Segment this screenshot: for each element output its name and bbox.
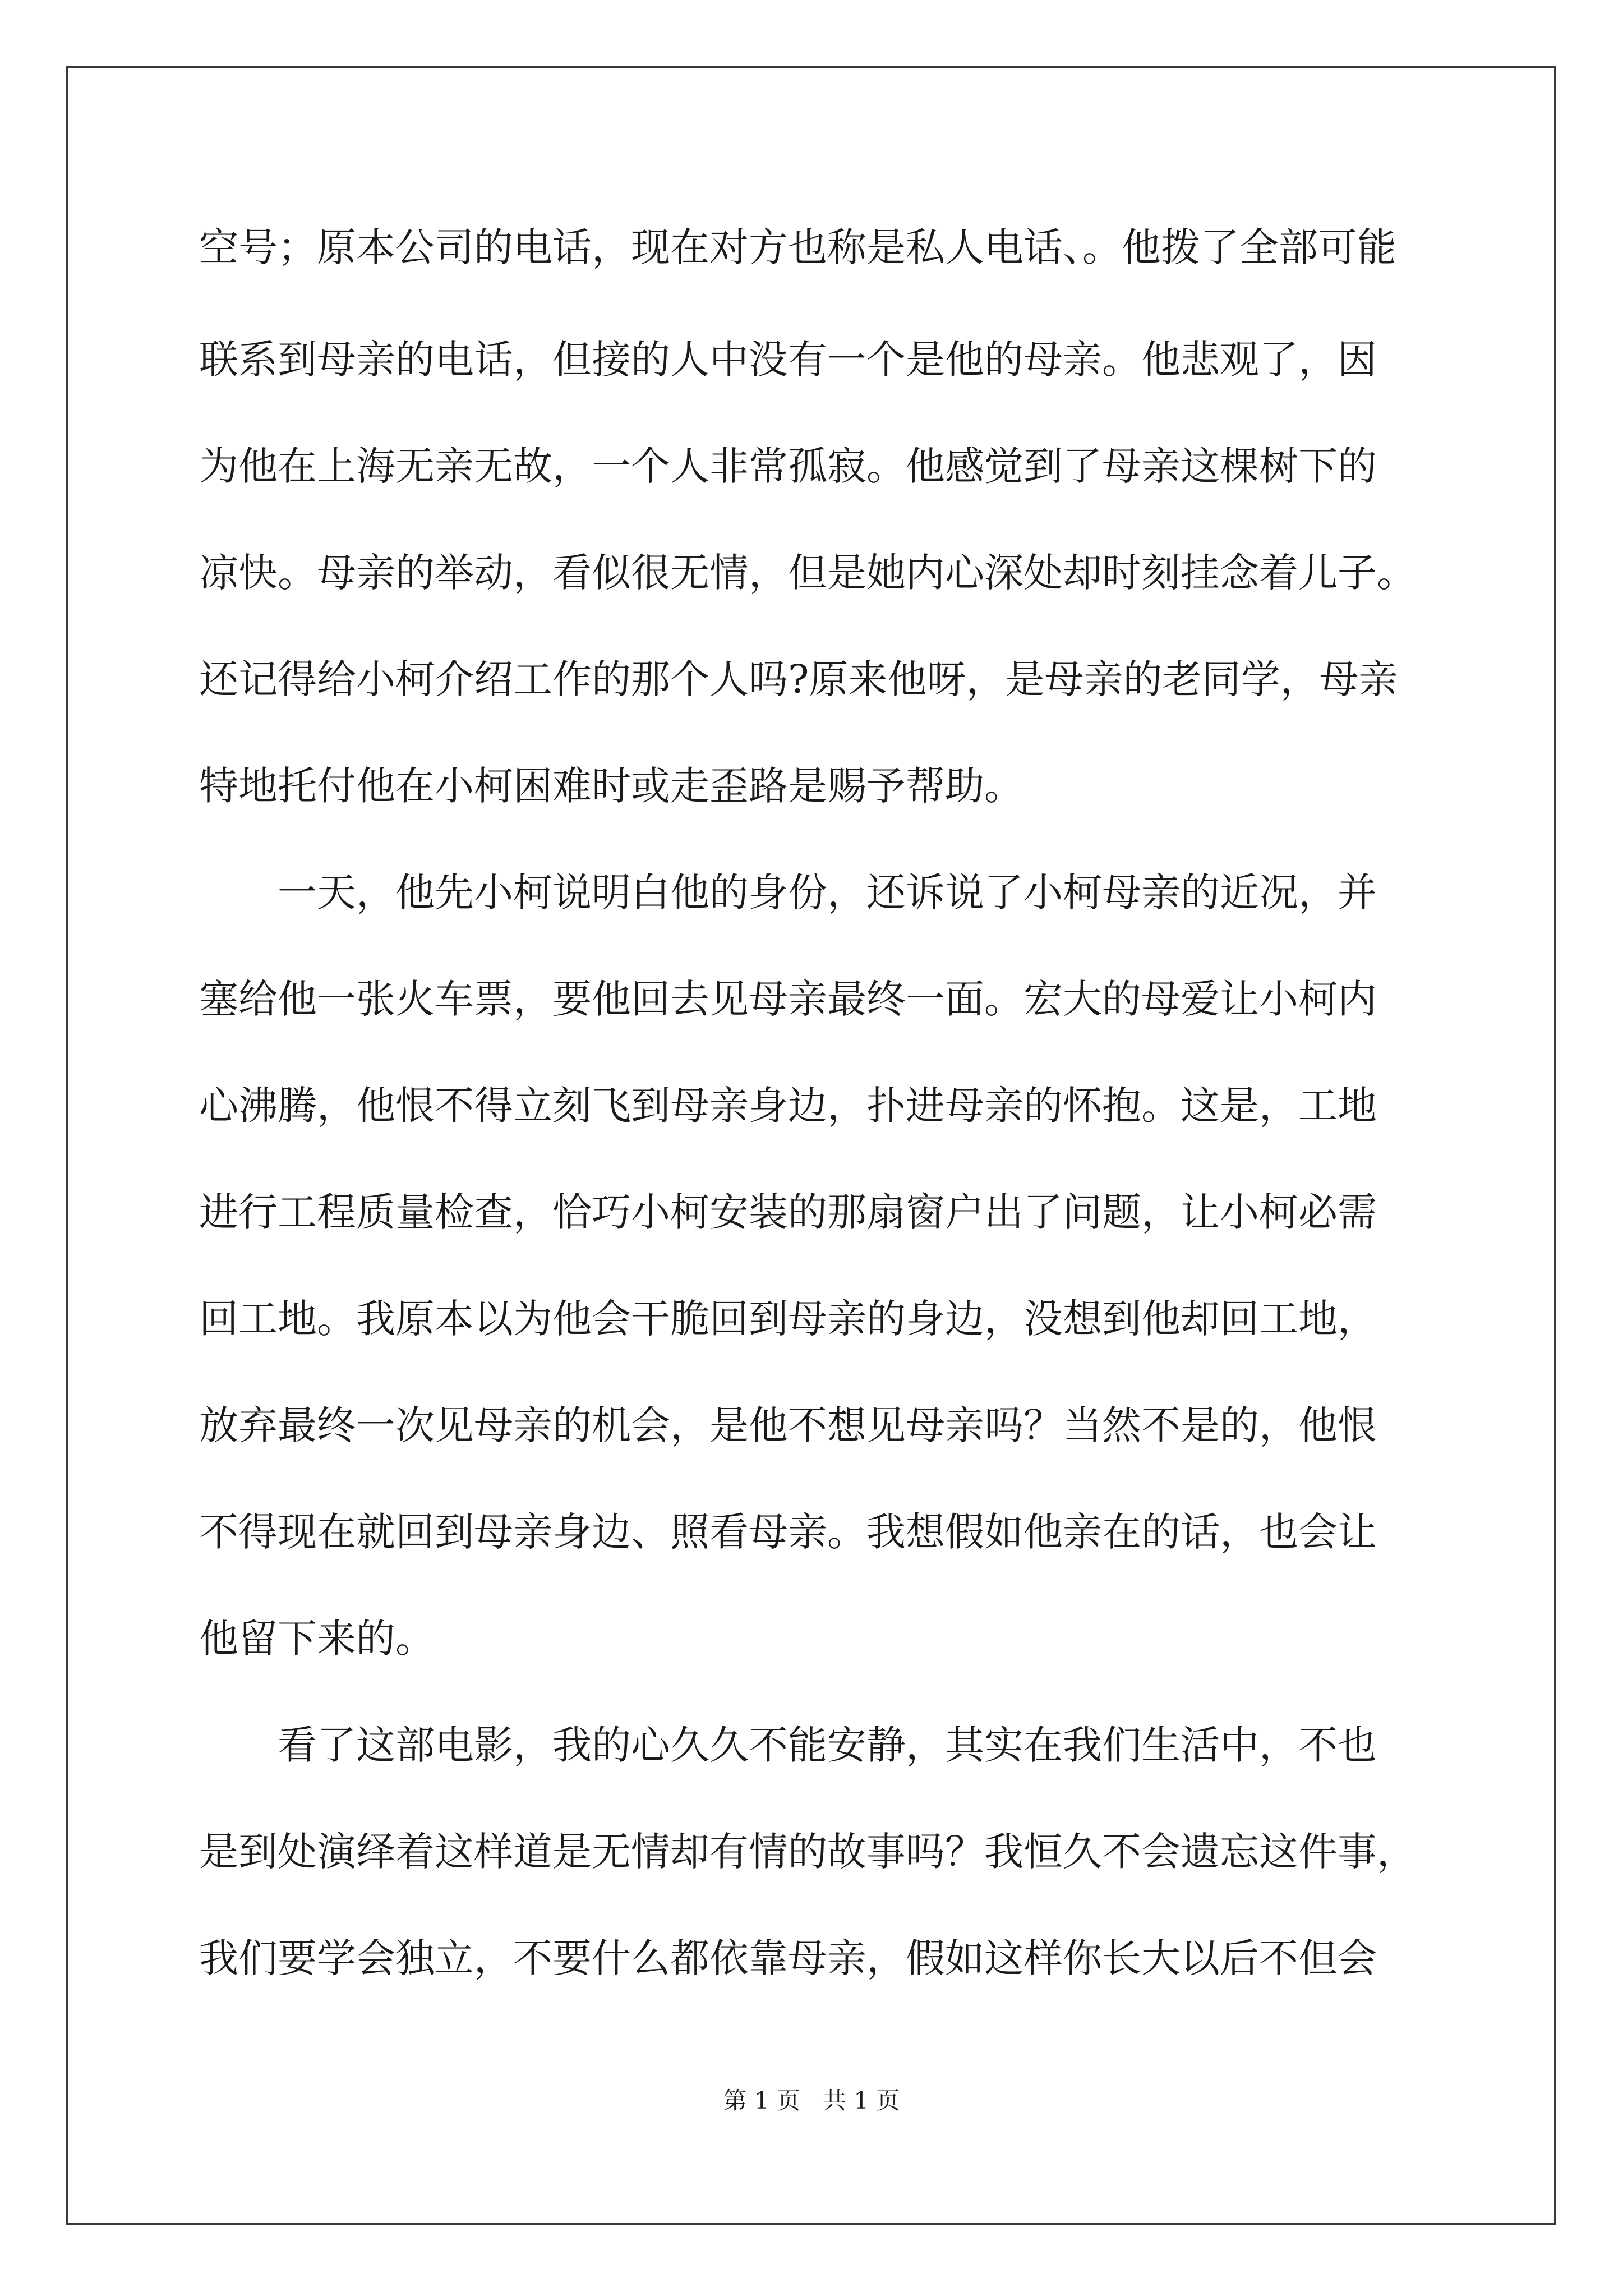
text-line: 为他在上海无亲无故，一个人非常孤寂。他感觉到了母亲这棵树下的: [199, 443, 1377, 489]
text-line: 放弃最终一次见母亲的机会，是他不想见母亲吗？当然不是的，他恨: [199, 1402, 1377, 1448]
text-line: 他留下来的。: [199, 1616, 435, 1662]
text-line: 我们要学会独立，不要什么都依靠母亲，假如这样你长大以后不但会: [199, 1935, 1377, 1981]
text-line: 看了这部电影，我的心久久不能安静，其实在我们生活中，不也: [199, 1722, 1377, 1768]
text-line: 回工地。我原本以为他会干脆回到母亲的身边，没想到他却回工地，: [199, 1296, 1377, 1342]
text-line: 凉快。母亲的举动，看似很无情，但是她内心深处却时刻挂念着儿子。: [199, 550, 1416, 596]
text-line: 心沸腾，他恨不得立刻飞到母亲身边，扑进母亲的怀抱。这是，工地: [199, 1083, 1377, 1129]
text-line: 是到处演绎着这样道是无情却有情的故事吗？我恒久不会遗忘这件事，: [199, 1829, 1416, 1875]
text-line: 一天，他先小柯说明白他的身份，还诉说了小柯母亲的近况，并: [199, 869, 1377, 915]
page-number: 第 1 页: [723, 2087, 800, 2114]
text-line: 还记得给小柯介绍工作的那个人吗?原来他呀，是母亲的老同学，母亲: [199, 656, 1398, 702]
text-line: 塞给他一张火车票，要他回去见母亲最终一面。宏大的母爱让小柯内: [199, 976, 1377, 1022]
page-total: 共 1 页: [823, 2087, 900, 2114]
page-border: [66, 66, 1556, 2225]
text-line: 进行工程质量检查，恰巧小柯安装的那扇窗户出了问题，让小柯必需: [199, 1189, 1377, 1235]
text-line: 特地托付他在小柯困难时或走歪路是赐予帮助。: [199, 763, 1023, 809]
text-line: 不得现在就回到母亲身边、照看母亲。我想假如他亲在的话，也会让: [199, 1509, 1377, 1555]
page-footer: [0, 2084, 1623, 2118]
text-line: 联系到母亲的电话，但接的人中没有一个是他的母亲。他悲观了，因: [199, 337, 1377, 383]
text-line: 空号；原本公司的电话，现在对方也称是私人电话、。他拨了全部可能: [199, 224, 1396, 270]
